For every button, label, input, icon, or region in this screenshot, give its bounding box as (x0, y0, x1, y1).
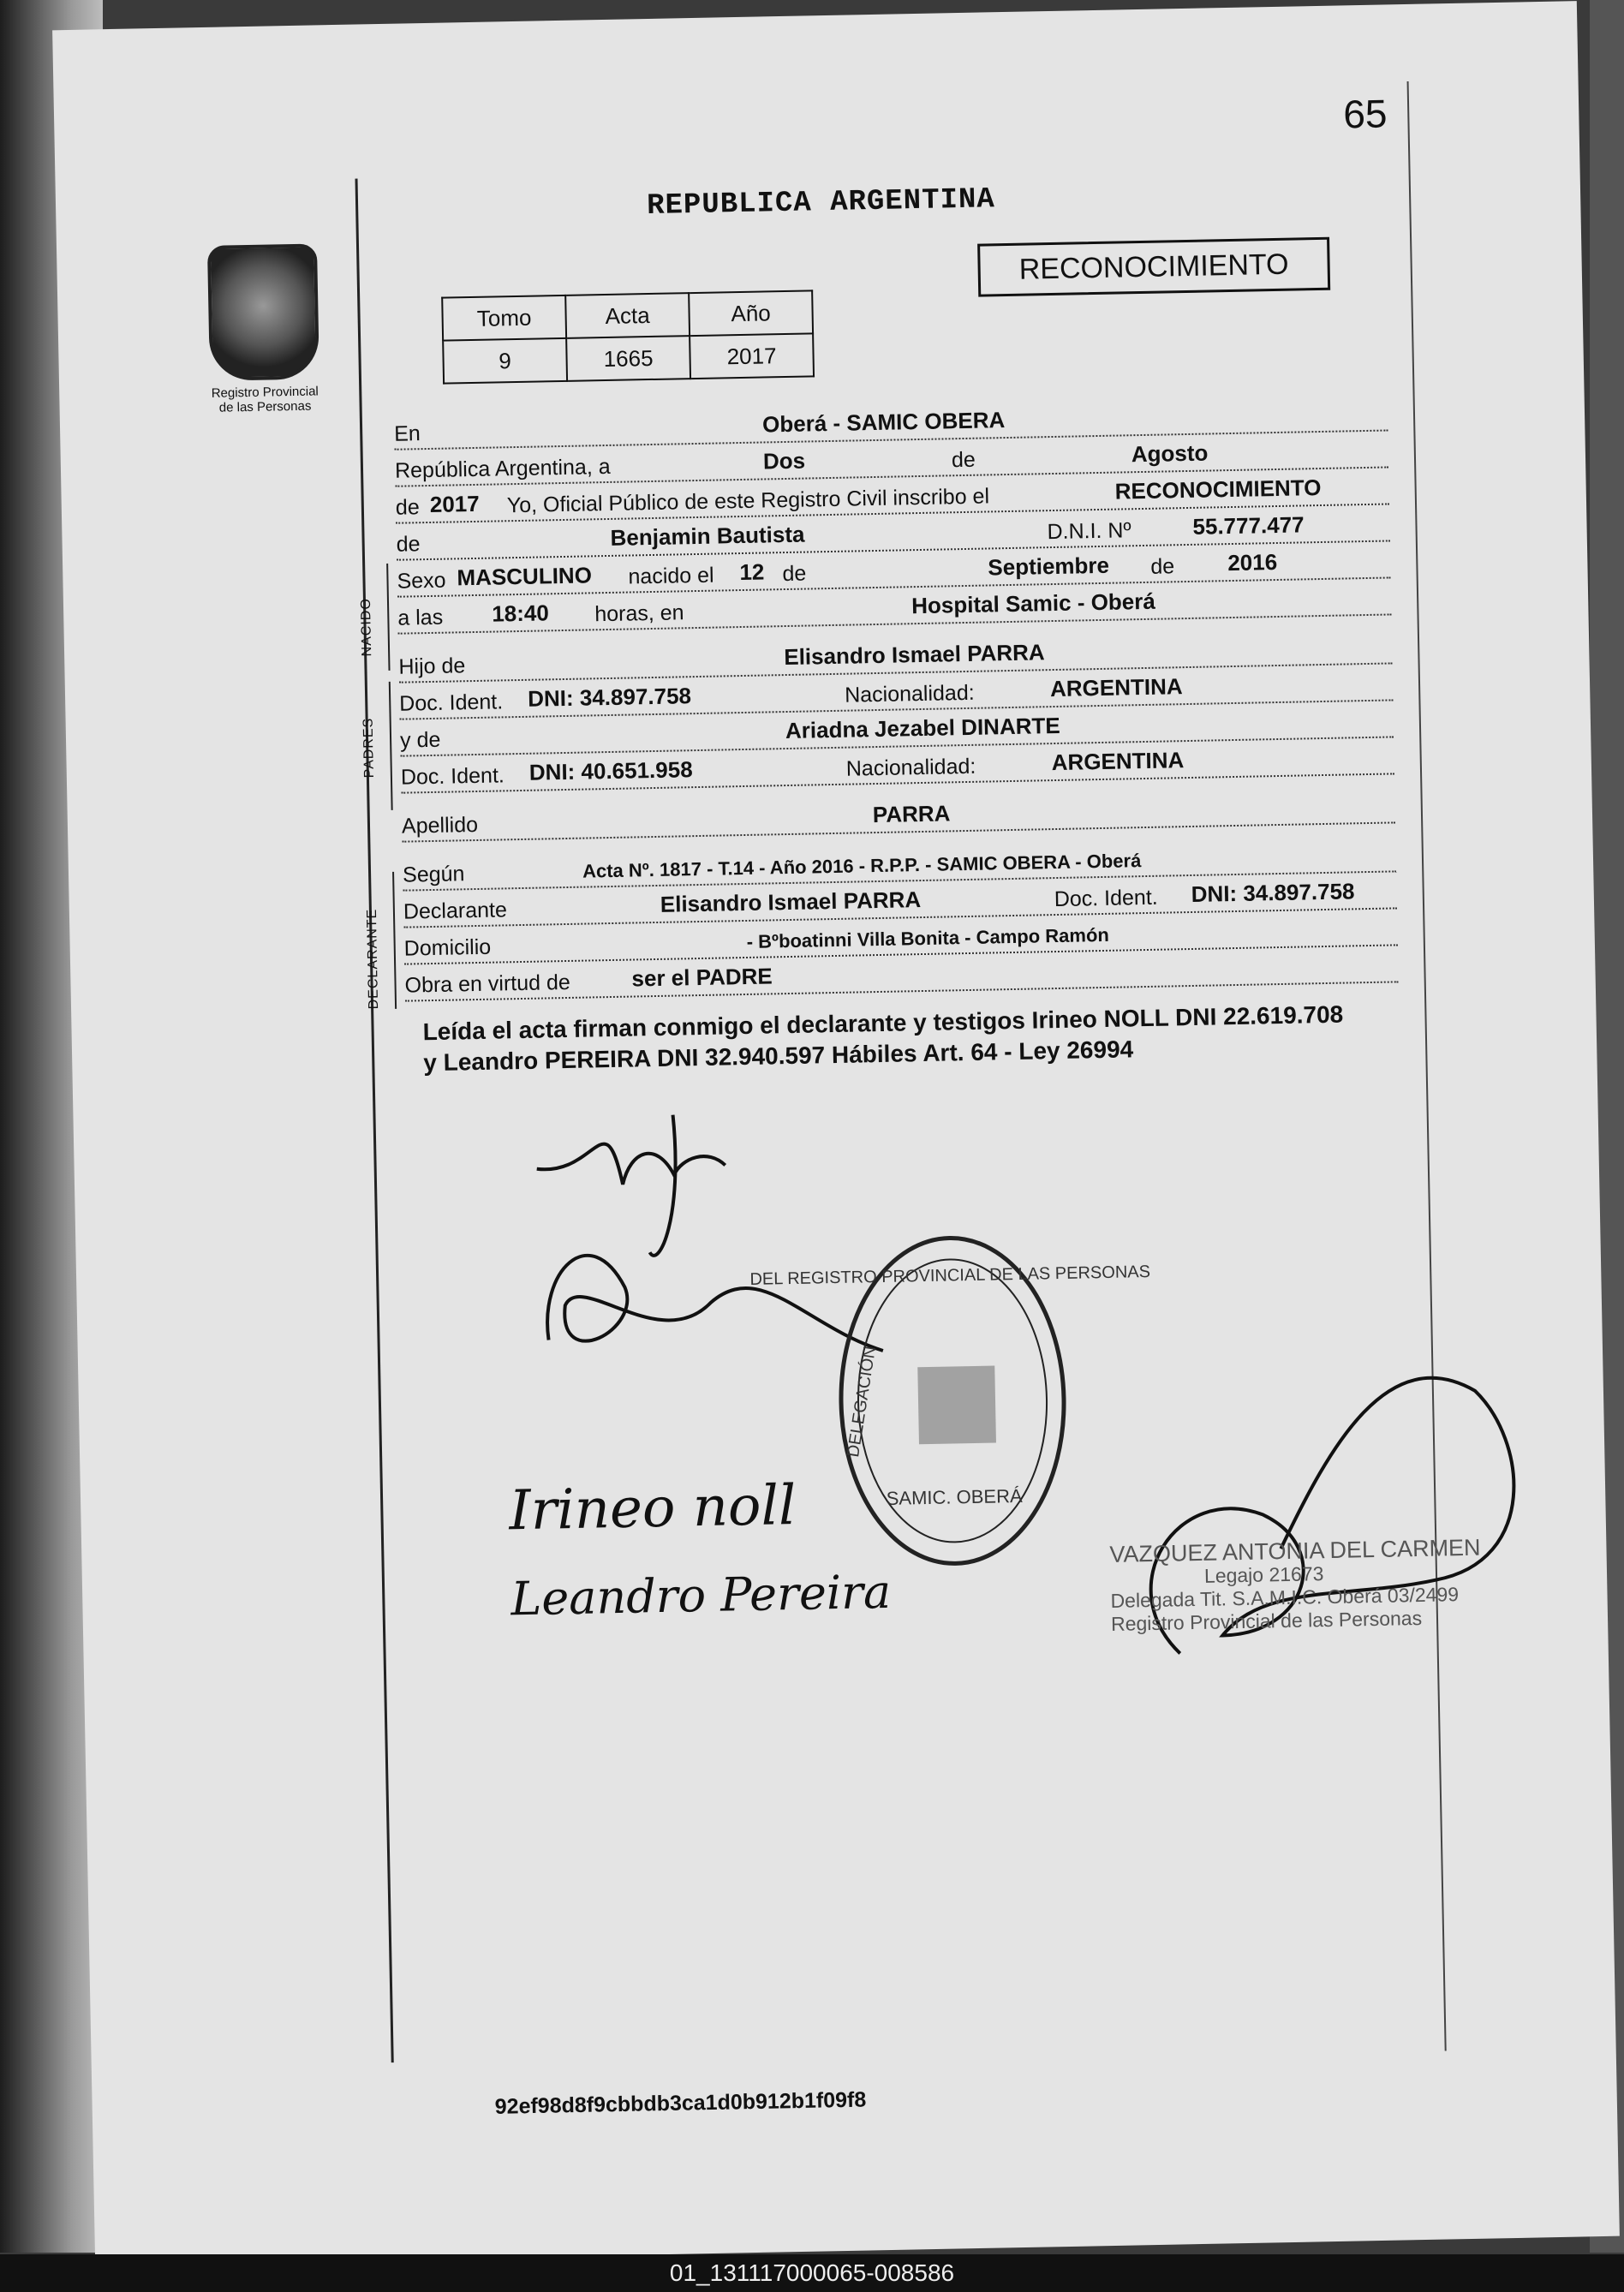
reading-line-2: y Leandro PEREIRA DNI 32.940.597 Hábiles Art. 64 - Ley 26994 (423, 1036, 1134, 1077)
row-apellido (402, 786, 1396, 842)
label-nac-de: de (782, 561, 807, 587)
registry-seal (749, 1234, 1156, 1567)
value-mes: Agosto (1131, 439, 1209, 468)
official-first-signature (546, 1250, 883, 1357)
label-dni: D.N.I. Nº (1047, 518, 1131, 545)
reading-line-1: Leída el acta firman conmigo el declarante y testigos Irineo NOLL DNI 22.619.708 (422, 1000, 1344, 1046)
value-obra: ser el PADRE (631, 963, 773, 992)
label-padre-doc: Doc. Ident. (399, 689, 504, 716)
label-hijo-de: Hijo de (398, 654, 466, 679)
label-horas-en: horas, en (594, 600, 684, 627)
form-fields (394, 394, 1399, 1001)
label-de-anio: de (395, 495, 420, 520)
header-tomo: Tomo (442, 295, 566, 341)
label-domicilio: Domicilio (403, 934, 492, 961)
value-dni: 55.777.477 (1192, 511, 1305, 540)
value-nac-dia: 12 (739, 558, 765, 586)
record-table (441, 289, 815, 384)
label-madre-nacionalidad: Nacionalidad: (845, 754, 976, 781)
label-de-nombre: de (396, 532, 421, 557)
declarant-signature (536, 1114, 727, 1258)
stamp-line-4: Registro Provincial de las Personas (1110, 1606, 1423, 1635)
value-nac-anio: 2016 (1227, 548, 1278, 576)
stamp-legajo: Legajo 21673 (1203, 1562, 1324, 1587)
value-madre-nacionalidad: ARGENTINA (1051, 747, 1185, 776)
official-stamp (1109, 1534, 1482, 1636)
section-label-declarante: DECLARANTE (364, 908, 382, 1010)
value-madre: Ariadna Jezabel DINARTE (785, 712, 1060, 744)
logo-line-2: de las Personas (218, 398, 312, 415)
value-acta: 1665 (566, 336, 690, 381)
value-nac-mes: Septiembre (988, 552, 1110, 581)
header-acta: Acta (565, 293, 690, 338)
label-nac-de-2: de (1150, 554, 1175, 579)
value-tomo: 9 (443, 338, 567, 384)
label-yo-oficial: Yo, Oficial Público de este Registro Civil inscribo el (506, 484, 990, 518)
record-type-box: RECONOCIMIENTO (977, 237, 1330, 297)
witness-signature-2: Leandro Pereira (510, 1564, 892, 1626)
value-declarante: Elisandro Ismael PARRA (660, 886, 922, 917)
value-lugar-inscripcion: Oberá - SAMIC OBERA (761, 407, 1006, 438)
value-domicilio: - Bºboatinni Villa Bonita - Campo Ramón (746, 923, 1110, 952)
logo-caption (200, 384, 330, 415)
value-padre-doc: DNI: 34.897.758 (527, 683, 692, 712)
signatures-area (397, 1029, 1611, 1823)
label-sexo: Sexo (397, 568, 446, 594)
left-margin-line (355, 179, 394, 2063)
seal-bottom-text: SAMIC. OBERÁ (886, 1484, 1023, 1509)
value-hora: 18:40 (491, 600, 550, 627)
value-padre-nacionalidad: ARGENTINA (1049, 673, 1183, 702)
label-de: de (951, 447, 976, 473)
label-en: En (393, 421, 421, 446)
label-y-de: y de (399, 727, 441, 753)
section-label-nacido: NACIDO (358, 598, 375, 657)
label-apellido: Apellido (401, 812, 479, 839)
document-hash: 92ef98d8f9cbbdb3ca1d0b912b1f09f8 (494, 2087, 867, 2119)
header-anio: Año (689, 290, 813, 336)
label-obra: Obra en virtud de (404, 970, 571, 998)
logo-line-1: Registro Provincial (211, 384, 319, 401)
misiones-crest-icon (207, 243, 319, 380)
label-segun: Según (402, 862, 465, 887)
value-madre-doc: DNI: 40.651.958 (528, 756, 693, 785)
document-title: REPUBLICA ARGENTINA (646, 183, 996, 224)
value-sexo: MASCULINO (457, 562, 593, 591)
value-anio-inscripcion: 2017 (429, 490, 480, 517)
scan-footer-id: 01_131117000065-008586 (0, 2254, 1624, 2292)
page-number: 65 (1342, 91, 1388, 137)
stamp-line-3: Delegada Tit. S.A.M.I.C. Oberá 03/2499 (1110, 1583, 1460, 1612)
label-nacido-el: nacido el (628, 563, 714, 589)
witness-signature-1: Irineo noll (508, 1473, 797, 1543)
seal-left-text: DELEGACIÓN (844, 1344, 881, 1459)
stamp-name: VAZQUEZ ANTONIA DEL CARMEN (1109, 1534, 1481, 1567)
label-republica: República Argentina, a (394, 454, 611, 483)
label-padre-nacionalidad: Nacionalidad: (844, 680, 975, 707)
label-declarante-doc: Doc. Ident. (1054, 885, 1158, 912)
document-page (52, 1, 1620, 2265)
label-madre-doc: Doc. Ident. (400, 763, 505, 790)
value-dia: Dos (762, 447, 806, 475)
value-declarante-doc: DNI: 34.897.758 (1191, 878, 1355, 907)
value-anio: 2017 (690, 333, 814, 379)
label-a-las: a las (397, 605, 444, 630)
value-padre: Elisandro Ismael PARRA (784, 639, 1045, 671)
section-label-padres: PADRES (361, 717, 377, 779)
value-apellido: PARRA (872, 800, 951, 828)
value-lugar-nacimiento: Hospital Samic - Oberá (911, 588, 1156, 619)
value-segun: Acta Nº. 1817 - T.14 - Año 2016 - R.P.P. - SAMIC OBERA - Oberá (582, 850, 1142, 882)
label-declarante: Declarante (403, 898, 508, 924)
seal-top-text: DEL REGISTRO PROVINCIAL DE LAS PERSONAS (749, 1262, 1151, 1289)
value-inscribo: RECONOCIMIENTO (1114, 474, 1322, 504)
registry-logo (198, 243, 330, 415)
value-nombre: Benjamin Bautista (610, 521, 805, 551)
